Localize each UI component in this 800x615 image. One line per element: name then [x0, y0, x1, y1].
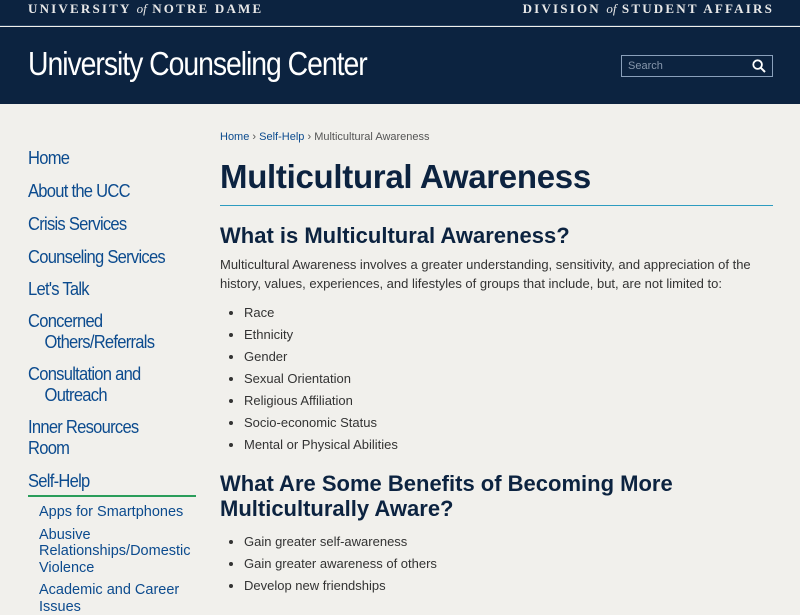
sidebar-item-self-help[interactable]: [28, 471, 196, 497]
sidebar-item-label: Concerned: [28, 311, 183, 332]
sidebar-item-about[interactable]: About the UCC: [28, 181, 183, 202]
site-title[interactable]: University Counseling Center: [28, 45, 367, 83]
benefits-list: [244, 531, 437, 597]
sidebar-item-label: Others/Referrals: [28, 332, 183, 353]
section-heading: What is Multicultural Awareness?: [220, 223, 740, 248]
sidebar-item-consultation[interactable]: [28, 364, 196, 406]
top-bar: [0, 0, 800, 26]
breadcrumb-current: Multicultural Awareness: [314, 131, 429, 143]
section-heading: What Are Some Benefits of Becoming More Multiculturally Aware?: [220, 471, 740, 521]
student-affairs-wordmark[interactable]: DIVISION of STUDENT AFFAIRS: [523, 1, 774, 17]
sidebar-subitem-academic-career[interactable]: [28, 582, 196, 615]
sidebar-item-concerned-others[interactable]: [28, 311, 196, 353]
sidebar-subitem-abusive-relationships[interactable]: [28, 527, 196, 577]
sidebar-item-inner-resources[interactable]: Inner Resources Room: [28, 417, 183, 459]
sidebar-item-counseling-services[interactable]: Counseling Services: [28, 247, 183, 268]
sidebar-item-home[interactable]: Home: [28, 148, 183, 169]
sidebar-subitem-label: Relationships/Domestic: [28, 543, 196, 560]
search-input[interactable]: [622, 56, 748, 76]
groups-list: [244, 302, 398, 456]
list-item: • Develop new friendships: [244, 575, 437, 597]
breadcrumb-self-help-link[interactable]: Self-Help: [259, 131, 304, 143]
sidebar-item-label: Self-Help: [28, 471, 183, 492]
sidebar-subitem-label: Academic and Career: [28, 582, 196, 599]
notre-dame-wordmark[interactable]: UNIVERSITY of NOTRE DAME: [28, 1, 263, 17]
search-box: [621, 55, 773, 77]
list-item: • Gain greater self-awareness: [244, 531, 437, 553]
sidebar-subitem-label: Violence: [28, 560, 196, 577]
list-item: • Sexual Orientation: [244, 368, 398, 390]
sidebar-subitem-label: Abusive: [28, 527, 196, 544]
sidebar-subitem-apps[interactable]: Apps for Smartphones: [28, 504, 196, 521]
sidebar-item-lets-talk[interactable]: Let's Talk: [28, 279, 183, 300]
list-item: • Mental or Physical Abilities: [244, 434, 398, 456]
breadcrumb-separator: ›: [307, 131, 311, 143]
intro-paragraph: Multicultural Awareness involves a greater understanding, sensitivity, and appreciation of the history, values, experiences, and lifestyles of groups that include, but, are not limited to:: [220, 255, 770, 293]
list-item: • Ethnicity: [244, 324, 398, 346]
sidebar-item-label: Outreach: [28, 385, 183, 406]
list-item: • Socio-economic Status: [244, 412, 398, 434]
breadcrumb-separator: ›: [252, 131, 256, 143]
list-item: • Religious Affiliation: [244, 390, 398, 412]
sidebar-item-label: Consultation and: [28, 364, 183, 385]
list-item: • Gender: [244, 346, 398, 368]
list-item: • Race: [244, 302, 398, 324]
sidebar-item-crisis-services[interactable]: Crisis Services: [28, 214, 183, 235]
page-title: Multicultural Awareness: [220, 158, 773, 206]
search-icon[interactable]: [752, 59, 766, 73]
sidebar-subitem-label: Issues: [28, 599, 196, 615]
breadcrumb: [220, 131, 430, 143]
breadcrumb-home-link[interactable]: Home: [220, 131, 249, 143]
site-header: [0, 27, 800, 104]
list-item: • Gain greater awareness of others: [244, 553, 437, 575]
sidebar-nav: [28, 146, 196, 615]
